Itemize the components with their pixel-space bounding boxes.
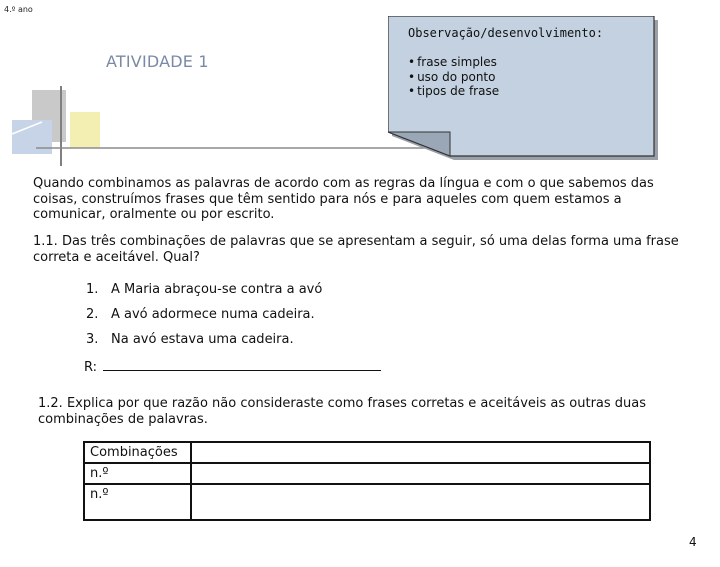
note-item: • tipos de frase — [408, 84, 499, 99]
option-item — [86, 332, 322, 357]
table-row — [84, 463, 650, 484]
table-cell-answer[interactable] — [191, 442, 650, 463]
activity-title: ATIVIDADE 1 — [106, 52, 209, 71]
answer-label: R: — [84, 360, 98, 375]
table-cell-answer[interactable] — [191, 463, 650, 484]
deco-blue-block — [12, 120, 52, 154]
intro-paragraph: Quando combinamos as palavras de acordo com as regras da língua e com o que sabemos das coisas, construímos frases que têm sentido para nós e para aqueles com quem estamos a comunicar, oralmente ou por escrito. — [33, 176, 654, 222]
option-number: 2. — [86, 307, 99, 322]
note-item: • frase simples — [408, 55, 499, 70]
note-item: • uso do ponto — [408, 70, 499, 85]
option-text: Na avó estava uma cadeira. — [111, 332, 294, 347]
option-text: A avó adormece numa cadeira. — [111, 307, 315, 322]
note-title: Observação/desenvolvimento: — [408, 26, 604, 40]
table-cell-label: n.º — [84, 484, 191, 520]
deco-yellow-block — [70, 112, 100, 148]
grade-label: 4.º ano — [4, 5, 33, 14]
answer-line[interactable] — [103, 358, 381, 371]
option-text: A Maria abraçou-se contra a avó — [111, 282, 323, 297]
page-number: 4 — [689, 535, 697, 549]
answer-row — [84, 358, 381, 375]
note-list — [408, 55, 499, 99]
note-folded-corner — [388, 132, 450, 156]
option-item — [86, 282, 322, 307]
question-1-1: 1.1. Das três combinações de palavras que se apresentam a seguir, só uma delas forma uma frase correta e aceitável. Qual? — [33, 234, 679, 265]
option-item — [86, 307, 322, 332]
table-cell-label: Combinações — [84, 442, 191, 463]
table-cell-answer[interactable] — [191, 484, 650, 520]
table-cell-label: n.º — [84, 463, 191, 484]
option-number: 3. — [86, 332, 99, 347]
question-1-2: 1.2. Explica por que razão não consideraste como frases corretas e aceitáveis as outras duas combinações de palavras. — [38, 396, 647, 427]
combinations-table — [83, 441, 651, 521]
table-row — [84, 442, 650, 463]
options-list — [86, 282, 322, 357]
decorative-graphic — [8, 86, 428, 166]
option-number: 1. — [86, 282, 99, 297]
table-row — [84, 484, 650, 520]
